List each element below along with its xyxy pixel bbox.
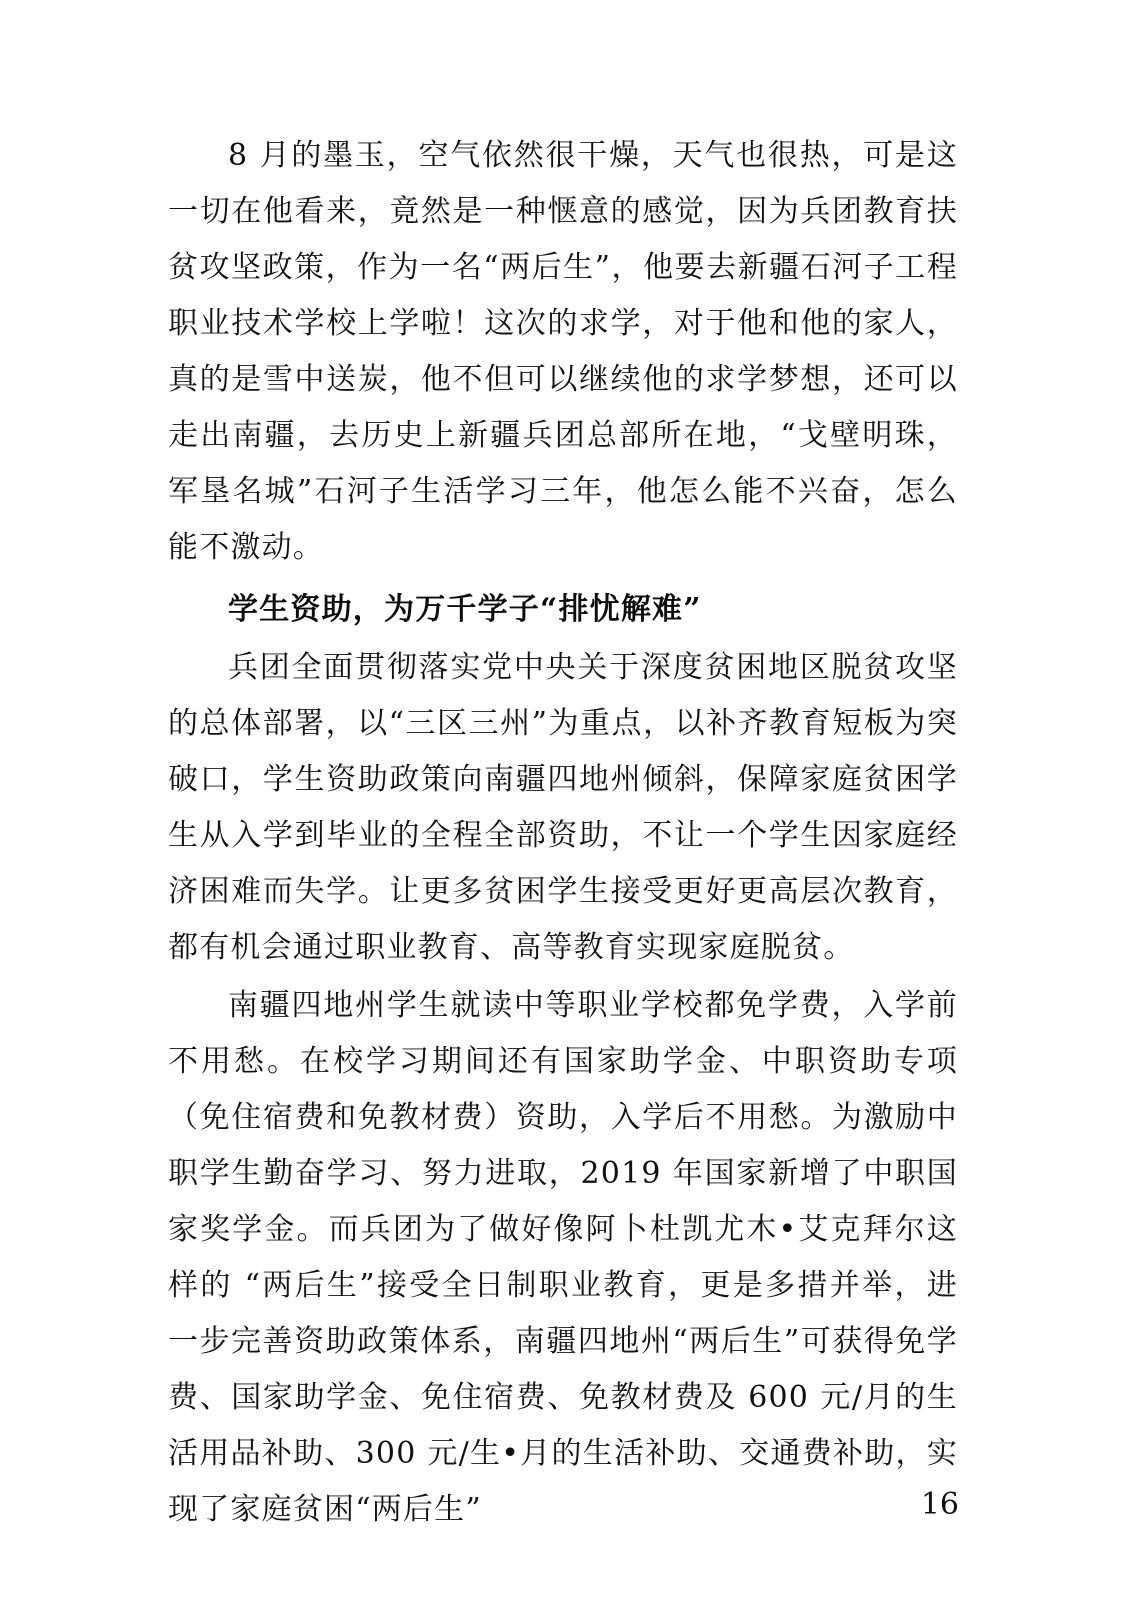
paragraph-1: 8 月的墨玉，空气依然很干燥，天气也很热，可是这一切在他看来，竟然是一种惬意的感觉，因为兵团教育扶贫攻坚政策，作为一名“两后生”，他要去新疆石河子工程职业技术学校上学啦！这次的求学，对于他和他的家人，真的是雪中送炭，他不但可以继续他的求学梦想，还可以走出南疆，去历史上新疆兵团总部所在地，“戈壁明珠，军垦名城”石河子生活学习三年，他怎么能不兴奋，怎么能不激动。 bbox=[168, 138, 958, 565]
section-subheading: 学生资助，为万千学子“排忧解难” bbox=[228, 592, 702, 627]
page-content bbox=[168, 128, 958, 1540]
paragraph-2: 兵团全面贯彻落实党中央关于深度贫困地区脱贫攻坚的总体部署，以“三区三州”为重点，以补齐教育短板为突破口，学生资助政策向南疆四地州倾斜，保障家庭贫困学生从入学到毕业的全程全部资助，不让一个学生因家庭经济困难而失学。让更多贫困学生接受更好更高层次教育，都有机会通过职业教育、高等教育实现家庭脱贫。 bbox=[168, 650, 958, 965]
page-number: 16 bbox=[920, 1487, 959, 1522]
paragraph-3: 南疆四地州学生就读中等职业学校都免学费，入学前不用愁。在校学习期间还有国家助学金、中职资助专项（免住宿费和免教材费）资助，入学后不用愁。为激励中职学生勤奋学习、努力进取，2019 年国家新增了中职国家奖学金。而兵团为了做好像阿卜杜凯尤木•艾克拜尔这样的 “两后生”接受全日制职业教育，更是多措并举，进一步完善资助政策体系，南疆四地州“两后生”可获得免学费、国家助学金、免住宿费、免教材费及 600 元/月的生活用品补助、300 元/生•月的生活补助、交通费补助，实现了家庭贫困“两后生” bbox=[168, 988, 958, 1527]
